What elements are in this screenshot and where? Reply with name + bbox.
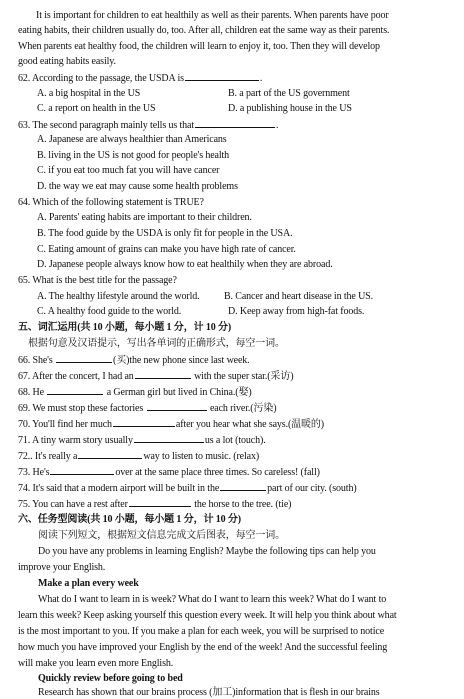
passage-line: good eating habits easily. (18, 56, 116, 67)
intro-line: Do you have any problems in learning English? Maybe the following tips can help you (38, 546, 376, 557)
section-instruction: 阅读下列短文，根据短文信息完成文后图表，每空一词。 (38, 530, 285, 541)
answer-blank[interactable] (134, 433, 204, 443)
question-stem: 62. According to the passage, the USDA is . (18, 73, 263, 84)
section-heading: 五、词汇运用(共 10 小题，每小题 1 分，计 10 分) (18, 322, 232, 333)
option-d[interactable]: D. Keep away from high-fat foods. (228, 306, 365, 317)
option-b[interactable]: B. Cancer and heart disease in the US. (224, 291, 374, 302)
section-heading: 六、任务型阅读(共 10 小题，每小题 1 分，计 10 分) (18, 514, 241, 525)
answer-blank[interactable] (47, 385, 103, 395)
passage-line: eating habits, their children usually do, too. After all, children eat the same way as their parents. (18, 25, 390, 36)
answer-blank[interactable] (195, 118, 275, 128)
passage-line: It is important for children to eat healthily as well as their parents. When parents have poor (36, 10, 389, 21)
answer-blank[interactable] (56, 353, 112, 363)
answer-blank[interactable] (185, 71, 259, 81)
option-d[interactable]: D. Japanese people always know how to eat healthily when they are abroad. (37, 259, 333, 270)
passage-line: When parents eat healthy food, the children will learn to enjoy it, too. Then they will develop (18, 41, 380, 52)
option-a[interactable]: A. Parents' eating habits are important to their children. (37, 212, 252, 223)
option-a[interactable]: A. The healthy lifestyle around the world. (37, 291, 200, 302)
option-b[interactable]: B. The food guide by the USDA is only fit for people in the USA. (37, 228, 293, 239)
option-d[interactable]: D. the way we eat may cause some health problems (37, 181, 238, 192)
tip-text-line: learn this week? Keep asking yourself this question every week. It will help you think about what (18, 610, 397, 621)
answer-blank[interactable] (220, 481, 266, 491)
question-stem: 65. What is the best title for the passage? (18, 275, 177, 286)
option-a[interactable]: A. Japanese are always healthier than Americans (37, 134, 227, 145)
fill-item-73: 73. He's over at the same place three times. So careless! (fall) (18, 467, 320, 478)
tip-text-line: is the most important to you. If you make a plan for each week, you will be surprised to notice (18, 626, 385, 637)
fill-item-69: 69. We must stop these factories each river.(污染) (18, 403, 277, 414)
option-b[interactable]: B. a part of the US government (228, 88, 350, 99)
option-c[interactable]: C. Eating amount of grains can make you have high rate of cancer. (37, 244, 296, 255)
tip-text-line: What do I want to learn in is week? What do I want to learn this week? What do I want to (38, 594, 387, 605)
answer-blank[interactable] (78, 449, 142, 459)
fill-item-70: 70. You'll find her much after you hear what she says.(温暖的) (18, 419, 325, 430)
option-c[interactable]: C. A healthy food guide to the world. (37, 306, 182, 317)
option-a[interactable]: A. a big hospital in the US (37, 88, 141, 99)
fill-item-71: 71. A tiny warm story usually us a lot (touch). (18, 435, 266, 446)
option-c[interactable]: C. if you eat too much fat you will have cancer (37, 165, 220, 176)
answer-blank[interactable] (50, 465, 114, 475)
fill-item-72: 72.. It's really a way to listen to music. (relax) (18, 451, 260, 462)
tip-text-line: will make you learn even more English. (18, 658, 174, 669)
option-c[interactable]: C. a report on health in the US (37, 103, 156, 114)
answer-blank[interactable] (147, 401, 207, 411)
answer-blank[interactable] (135, 369, 191, 379)
intro-line: improve your English. (18, 562, 106, 573)
fill-item-66: 66. She's (买)the new phone since last week. (18, 355, 250, 366)
section-instruction: 根据句意及汉语提示，写出各单词的正确形式，每空一词。 (28, 338, 285, 349)
tip-title: Quickly review before going to bed (38, 673, 183, 684)
tip-text-line: Research has shown that our brains process (加工)information that is flesh in our brains (38, 687, 380, 698)
fill-item-74: 74. It's said that a modern airport will be built in the part of our city. (south) (18, 483, 357, 494)
question-stem: 64. Which of the following statement is TRUE? (18, 197, 204, 208)
answer-blank[interactable] (129, 497, 191, 507)
fill-item-67: 67. After the concert, I had an with the super star.(采访) (18, 371, 294, 382)
option-b[interactable]: B. living in the US is not good for people's health (37, 150, 230, 161)
question-stem: 63. The second paragraph mainly tells us that . (18, 120, 279, 131)
fill-item-75: 75. You can have a rest after the horse to the tree. (tie) (18, 499, 292, 510)
answer-blank[interactable] (113, 417, 175, 427)
tip-text-line: how much you have improved your English by the end of the week! And the successful feeling (18, 642, 388, 653)
option-d[interactable]: D. a publishing house in the US (228, 103, 352, 114)
tip-title: Make a plan every week (38, 578, 139, 589)
fill-item-68: 68. He a German girl but lived in China.(娶) (18, 387, 252, 398)
